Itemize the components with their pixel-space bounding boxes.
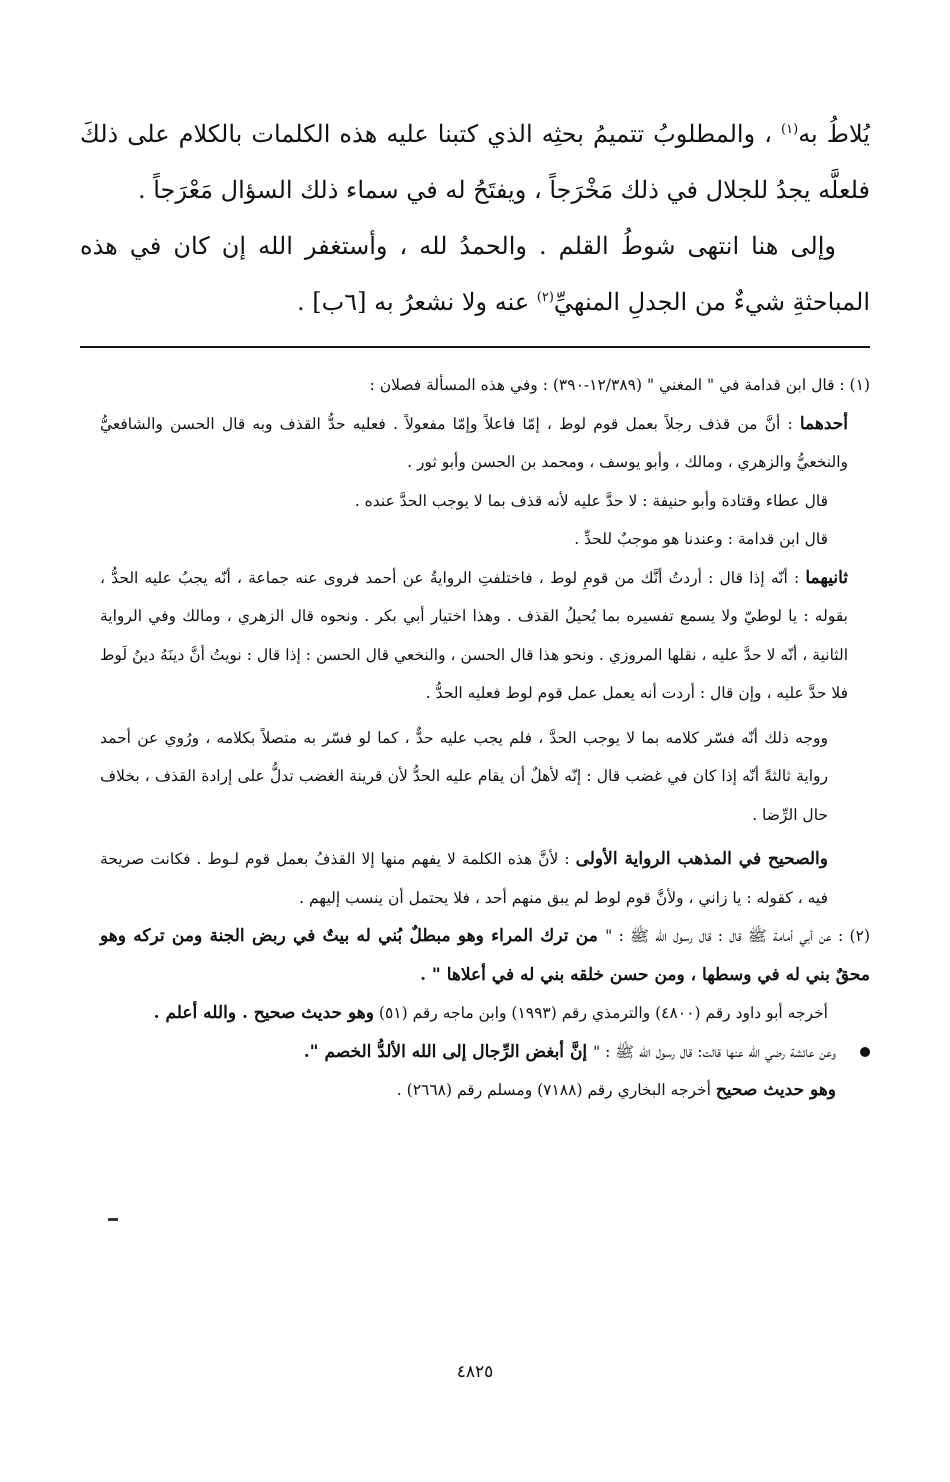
footnote-3-takhrij-line xyxy=(100,1071,836,1110)
footnote-1-ata-opinion: قال عطاء وقتادة وأبو حنيفة : لا حدَّ عليه لأنه قذف بما لا يوجب الحدَّ عنده . xyxy=(354,491,828,510)
footnote-1-reasoning: ووجه ذلك أنّه فسّر كلامه بما لا يوجب الحدَّ ، فلم يجب عليه حدٌّ ، كما لو فسّر به متصلاً بكلامه ، ورُوي عن أحمد رواية ثالثةً أنّه إذا كان في غضب قال : إنّه لأهلٌ أن يقام عليه الحدُّ لأن قرينة الغضب تدلُّ على إرادة القذف ، بخلاف حال الرِّضا . xyxy=(100,728,828,824)
margin-mark xyxy=(108,1218,118,1221)
footnote-2-intro: (٢) : عن أبي أمامة ﷺ قال : قال رسول الله ﷺ : " xyxy=(605,927,870,945)
paragraph-2 xyxy=(80,218,870,330)
footnote-1-second-label: ثانيهما xyxy=(805,567,848,588)
paragraph-1-start: يُلاطُ به xyxy=(798,120,870,148)
paragraph-2-rest: عنه ولا نشعرُ به [٦ب] . xyxy=(297,288,537,316)
footnote-1-intro: (١) : قال ابن قدامة في " المغني " (١٢/٣٨٩-٣٩٠) : وفي هذه المسألة فصلان : xyxy=(369,376,870,394)
footnote-3-hadith-line xyxy=(100,1033,836,1072)
footnote-1-correct-view xyxy=(100,840,870,917)
footnote-1-correct-text: : لأنَّ هذه الكلمة لا يفهم منها إلا القذفُ بعمل قوم لـوط . فكانت صريحة فيه ، كقوله : يا زاني ، ولأنَّ قوم لوط لم يبق منهم أحد ، فلا يحتمل أن ينسب إليهم . xyxy=(100,850,828,907)
footnote-2 xyxy=(100,917,870,994)
footnote-2-hadith: من ترك المراء وهو مبطلٌ بُني له بيتٌ في ربض الجنة ومن تركه وهو محقٌ بني له في وسطها ، ومن حسن خلقه بني له في أعلاها xyxy=(100,926,870,985)
footnote-3-grade: وهو حديث صحيح xyxy=(715,1080,836,1100)
footnote-1-first-text: : أنَّ من قذف رجلاً بعمل قوم لوط ، إمّا فاعلاً وإمّا مفعولاً . فعليه حدُّ القذف وبه قال الحسن والشافعيُّ والنخعيُّ والزهري ، ومالك ، وأبو يوسف ، ومحمد بن الحسن وأبو ثور . xyxy=(100,414,848,471)
paragraph-1-rest: ، والمطلوبُ تتميمُ بحثِه الذي كتبنا عليه هذه الكلمات بالكلام على ذلكَ فلعلَّه يجدُ للجلال في ذلك مَخْرَجاً ، ويفتَحُ له في سماء ذلك السؤال مَعْرَجاً . xyxy=(80,120,870,204)
footnote-ref-1[interactable]: (١) xyxy=(781,122,799,137)
footnote-2-grade: وهو حديث صحيح . والله أعلم . xyxy=(153,1003,374,1023)
footnote-1-correct-label: والصحيح في المذهب الرواية الأولى xyxy=(575,849,828,869)
footnote-2-close: " . xyxy=(420,964,441,985)
footnote-2-takhrij-text: أخرجه أبو داود رقم (٤٨٠٠) والترمذي رقم (١٩٩٣) وابن ماجه رقم (٥١) xyxy=(373,1004,828,1022)
footnotes xyxy=(100,366,870,1110)
footnote-1-first-section xyxy=(100,405,870,482)
paragraph-2-start: وإلى هنا انتهى شوطُ القلم . والحمدُ لله ، وأستغفر الله إن كان في هذه المباحثةِ شيءٌ من الجدلِ المنهيِّ xyxy=(80,232,870,316)
footnote-3-intro: وعن عائشة رضي الله عنها قالت: قال رسول الله ﷺ : " xyxy=(593,1042,836,1061)
paragraph-1 xyxy=(80,106,870,218)
footnote-1-qudama-opinion: قال ابن قدامة : وعندنا هو موجبٌ للحدِّ . xyxy=(574,530,828,548)
main-text xyxy=(80,106,870,330)
footnote-1-second-text: : أنّه إذا قال : أردتُ أنَّك من قومِ لوط ، فاختلفتِ الروايةُ عن أحمد فروى عنه جماعة ، أنّه يجبُ عليه الحدُّ ، بقوله : يا لوطيّ ولا يسمع تفسيره بما يُحيلُ القذف . وهذا اختيار أبي بكر . ونحوه قال الزهري ، ومالك وفي الرواية الثانية ، أنّه لا حدَّ عليه ، نقلها المروزي . ونحو هذا قال الحسن ، والنخعي قال الحسن : إذا قال : نويتُ أنَّ دينَهُ دينُ لَوط فلا حدَّ عليه ، وإن قال : أردت أنه يعمل عمل قوم لوط فعليه الحدُّ . xyxy=(100,568,848,702)
footnote-3-takhrij: أخرجه البخاري رقم (٧١٨٨) ومسلم رقم (٢٦٦٨) . xyxy=(396,1081,716,1099)
footnote-separator xyxy=(80,346,870,348)
footnote-3-close: ". xyxy=(303,1041,319,1062)
footnote-1-first-label: أحدهما xyxy=(799,413,848,434)
footnote-3-hadith: إنَّ أبغض الرِّجال إلى الله الألدُّ الخصم xyxy=(318,1041,594,1062)
footnote-2-takhrij xyxy=(100,994,870,1033)
bullet-icon xyxy=(860,1047,870,1057)
page-number: ٤٨٢٥ xyxy=(456,1362,494,1382)
footnote-ref-2[interactable]: (٢) xyxy=(536,290,554,305)
footnote-3 xyxy=(100,1033,870,1110)
footnote-1-second-section xyxy=(100,559,870,713)
